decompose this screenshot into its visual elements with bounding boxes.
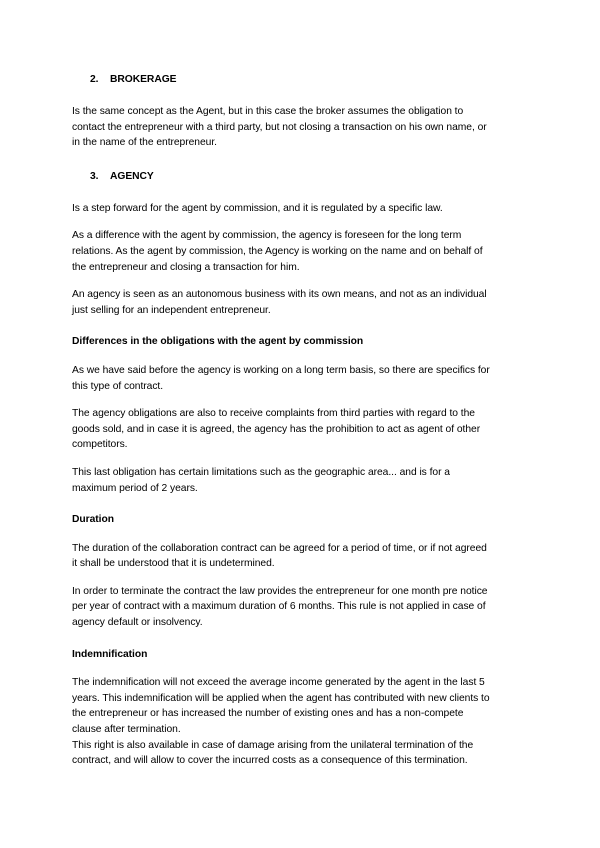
text-line: agency default or insolvency. — [72, 617, 203, 629]
text-line: contact the entrepreneur with a third party, but not closing a transaction on his own name, or — [72, 121, 487, 133]
paragraph-duration-2 — [72, 584, 532, 631]
text-line: the entrepreneur or has increased the number of existing ones and has a non-compete — [72, 708, 464, 720]
section-number: 2. — [90, 74, 99, 85]
paragraph-agency-3 — [72, 287, 532, 318]
paragraph-agency-2 — [72, 228, 532, 275]
text-line: goods sold, and in case it is agreed, the agency has the prohibition to act as agent of other — [72, 423, 481, 435]
text-line: This last obligation has certain limitations such as the geographic area... and is for a — [72, 466, 450, 478]
text-line: An agency is seen as an autonomous business with its own means, and not as an individual — [72, 289, 487, 301]
text-line: Is the same concept as the Agent, but in this case the broker assumes the obligation to — [72, 106, 464, 117]
text-line: The indemnification will not exceed the average income generated by the agent in the last 5 — [72, 677, 485, 689]
text-line: As we have said before the agency is working on a long term basis, so there are specifics for — [72, 364, 490, 376]
section-heading-agency — [90, 169, 532, 185]
text-line: clause after termination. — [72, 724, 181, 736]
section-heading-brokerage — [90, 72, 532, 88]
text-line: it shall be understood that it is undetermined. — [72, 558, 275, 570]
text-line: years. This indemnification will be applied when the agent has contributed with new clients to — [72, 692, 490, 704]
section-title: AGENCY — [110, 170, 154, 182]
text-line: Is a step forward for the agent by commission, and it is regulated by a specific law. — [72, 202, 443, 214]
subheading-duration: Duration — [72, 514, 114, 526]
text-line: relations. As the agent by commission, the Agency is working on the name and on behalf of — [72, 245, 483, 257]
text-line: the entrepreneur and closing a transaction for him. — [72, 261, 300, 273]
text-line: in the name of the entrepreneur. — [72, 137, 217, 149]
text-line: just selling for an independent entrepreneur. — [72, 304, 271, 316]
section-number: 3. — [90, 170, 99, 182]
text-line: maximum period of 2 years. — [72, 482, 198, 494]
paragraph-agency-1 — [72, 201, 532, 217]
text-line: The duration of the collaboration contract can be agreed for a period of time, or if not agreed — [72, 542, 487, 554]
paragraph-brokerage-definition — [72, 104, 532, 151]
text-line: this type of contract. — [72, 380, 164, 392]
text-line: The agency obligations are also to receive complaints from third parties with regard to the — [72, 408, 475, 420]
section-title: BROKERAGE — [110, 74, 177, 85]
text-line: This right is also available in case of damage arising from the unilateral termination of the — [72, 739, 474, 751]
paragraph-duration-1 — [72, 541, 532, 572]
text-line: per year of contract with a maximum duration of 6 months. This rule is not applied in case of — [72, 601, 486, 613]
paragraph-indemnification-2 — [72, 738, 532, 769]
paragraph-indemnification-1 — [72, 675, 532, 737]
text-line: As a difference with the agent by commission, the agency is foreseen for the long term — [72, 230, 462, 242]
subheading-indemnification: Indemnification — [72, 648, 148, 660]
subheading-differences: Differences in the obligations with the agent by commission — [72, 336, 364, 348]
paragraph-differences-1 — [72, 363, 532, 394]
text-line: In order to terminate the contract the law provides the entrepreneur for one month pre notice — [72, 585, 488, 597]
paragraph-differences-2 — [72, 406, 532, 453]
paragraph-differences-3 — [72, 465, 532, 496]
text-line: contract, and will allow to cover the incurred costs as a consequence of this termination. — [72, 755, 468, 767]
document-page — [72, 72, 532, 781]
text-line: competitors. — [72, 439, 128, 451]
